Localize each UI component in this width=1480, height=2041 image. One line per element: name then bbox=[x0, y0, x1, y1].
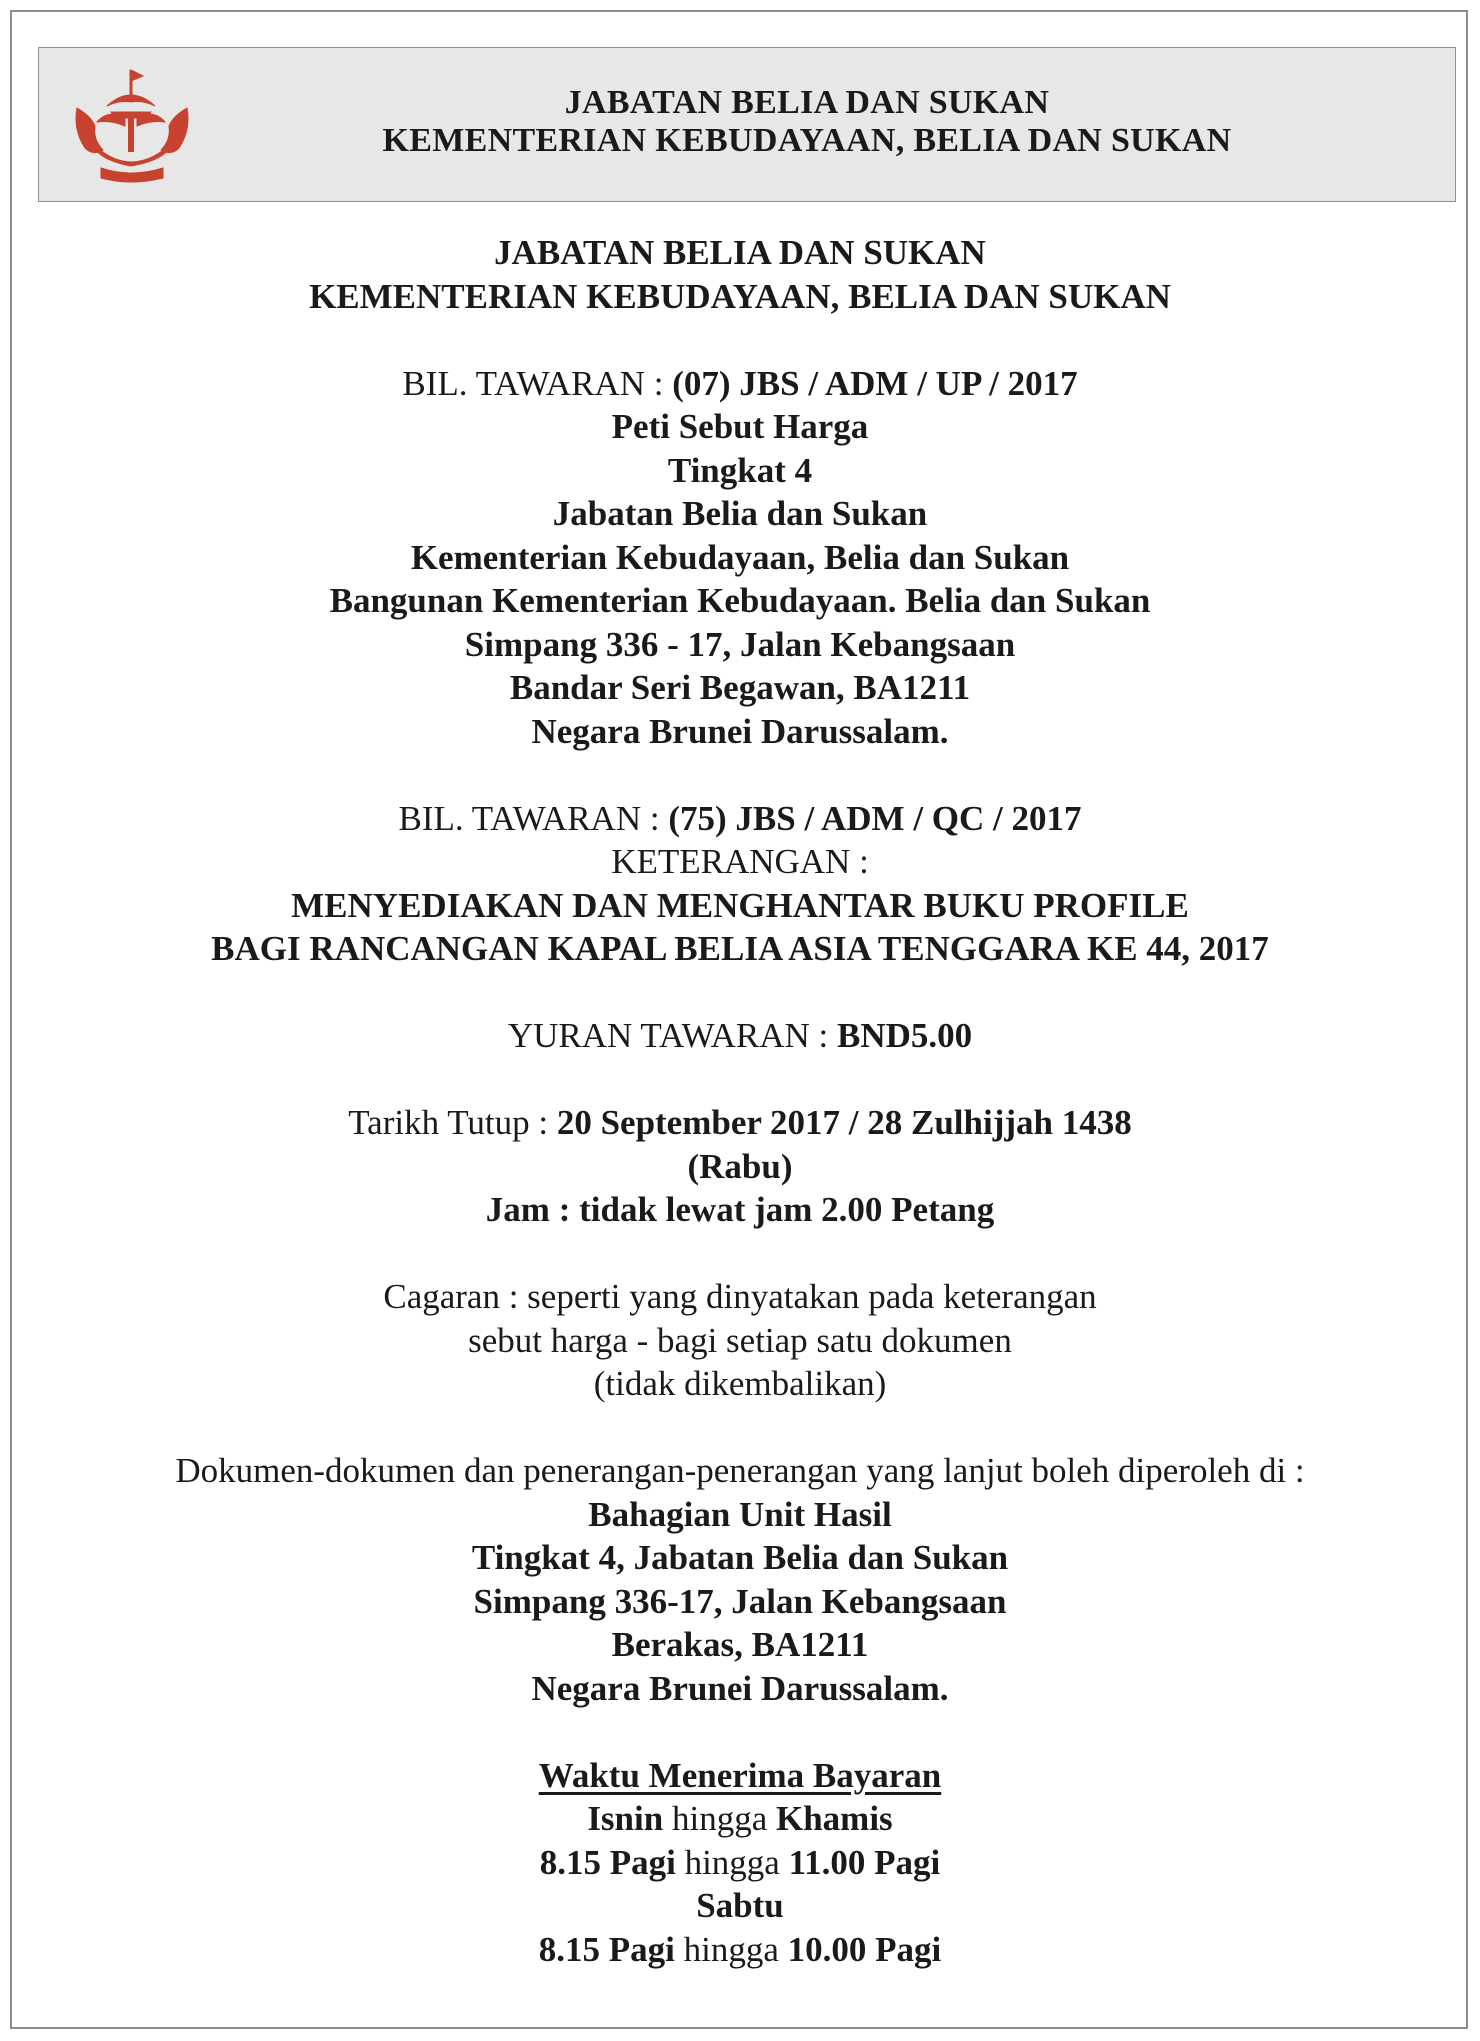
header-banner bbox=[38, 47, 1456, 202]
tender1-address-line: Simpang 336 - 17, Jalan Kebangsaan bbox=[464, 624, 1016, 664]
tender2-ref: (75) JBS / ADM / QC / 2017 bbox=[668, 798, 1082, 838]
tender1-ref: (07) JBS / ADM / UP / 2017 bbox=[672, 363, 1078, 403]
tender2-label: BIL. TAWARAN : bbox=[398, 798, 669, 838]
title-line-1: JABATAN BELIA DAN SUKAN bbox=[494, 233, 986, 272]
tender1-address-line: Bangunan Kementerian Kebudayaan. Belia dan Sukan bbox=[329, 581, 1151, 620]
payment-day-end: Khamis bbox=[775, 1799, 893, 1838]
payment-days-1 bbox=[30, 1797, 1450, 1841]
notice-body bbox=[30, 231, 1450, 1971]
fee-label: YURAN TAWARAN : bbox=[507, 1016, 837, 1055]
tender1-address-line: Peti Sebut Harga bbox=[611, 407, 869, 446]
tender1-address-line: Jabatan Belia dan Sukan bbox=[552, 494, 928, 533]
tender2-ref-line bbox=[30, 797, 1450, 841]
payment-day-start: Isnin bbox=[587, 1799, 664, 1838]
tender1-ref-line bbox=[30, 362, 1450, 406]
description-line-1: MENYEDIAKAN DAN MENGHANTAR BUKU PROFILE bbox=[291, 885, 1189, 925]
description-line-2: BAGI RANCANGAN KAPAL BELIA ASIA TENGGARA KE 44, 2017 bbox=[211, 929, 1269, 968]
deposit-line-3: (tidak dikembalikan) bbox=[593, 1364, 887, 1403]
documents-address-line: Negara Brunei Darussalam. bbox=[531, 1668, 949, 1708]
payment-days-2: Sabtu bbox=[696, 1886, 784, 1925]
deposit-line-1: Cagaran : seperti yang dinyatakan pada keterangan bbox=[383, 1277, 1097, 1316]
documents-address-line: Simpang 336-17, Jalan Kebangsaan bbox=[473, 1581, 1007, 1621]
payment-hour-start: 8.15 Pagi bbox=[539, 1842, 676, 1882]
payment-hour-end: 10.00 Pagi bbox=[787, 1929, 942, 1969]
payment-hours-1 bbox=[30, 1841, 1450, 1885]
fee-line bbox=[30, 1014, 1450, 1058]
closing-day: (Rabu) bbox=[687, 1146, 793, 1186]
documents-intro: Dokumen-dokumen dan penerangan-penerangan yang lanjut boleh diperoleh di : bbox=[175, 1451, 1305, 1490]
deposit-line-2: sebut harga - bagi setiap satu dokumen bbox=[468, 1320, 1012, 1360]
payment-hingga: hingga bbox=[663, 1799, 776, 1838]
payment-hour-end: 11.00 Pagi bbox=[788, 1842, 941, 1882]
closing-date: 20 September 2017 / 28 Zulhijjah 1438 bbox=[556, 1103, 1132, 1142]
closing-time: Jam : tidak lewat jam 2.00 Petang bbox=[485, 1190, 995, 1229]
title-line-2: KEMENTERIAN KEBUDAYAAN, BELIA DAN SUKAN bbox=[309, 276, 1171, 316]
closing-label: Tarikh Tutup : bbox=[348, 1103, 557, 1142]
tender1-label: BIL. TAWARAN : bbox=[402, 363, 673, 403]
tender1-address-line: Kementerian Kebudayaan, Belia dan Sukan bbox=[410, 537, 1070, 577]
tender1-address-line: Tingkat 4 bbox=[667, 450, 813, 490]
documents-address-line: Tingkat 4, Jabatan Belia dan Sukan bbox=[471, 1538, 1009, 1577]
documents-address-line: Berakas, BA1211 bbox=[611, 1625, 869, 1664]
payment-hours-2 bbox=[30, 1928, 1450, 1972]
fee-value: BND5.00 bbox=[837, 1016, 973, 1055]
payment-hour-start: 8.15 Pagi bbox=[538, 1929, 675, 1969]
tender1-address-line: Bandar Seri Begawan, BA1211 bbox=[509, 668, 971, 707]
header-line-1: JABATAN BELIA DAN SUKAN bbox=[564, 84, 1050, 121]
payment-hingga: hingga bbox=[674, 1929, 788, 1969]
documents-address-line: Bahagian Unit Hasil bbox=[588, 1494, 892, 1534]
keterangan-label: KETERANGAN : bbox=[611, 842, 869, 881]
header-line-2: KEMENTERIAN KEBUDAYAAN, BELIA DAN SUKAN bbox=[382, 122, 1232, 159]
payment-hingga: hingga bbox=[675, 1842, 789, 1882]
tender1-address-line: Negara Brunei Darussalam. bbox=[531, 711, 949, 751]
payment-heading: Waktu Menerima Bayaran bbox=[538, 1755, 942, 1795]
closing-date-line bbox=[30, 1101, 1450, 1145]
